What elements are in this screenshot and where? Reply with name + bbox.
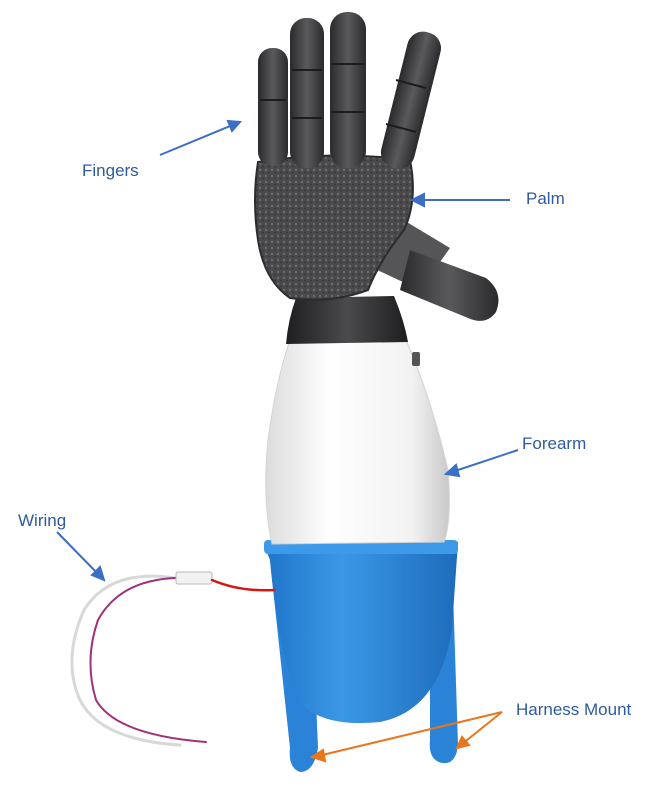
finger-index-shape [378,28,445,172]
wire-purple [90,578,206,742]
palm-shell [255,155,413,299]
arrow-wiring [57,532,100,576]
label-forearm: Forearm [522,434,587,453]
harness-mount [264,540,458,772]
wire-connector [176,572,212,584]
forearm-screw [412,352,420,366]
finger-middle-shape [330,12,366,168]
arrow-palm-head [412,194,424,206]
wire-red [212,580,274,590]
finger-index [378,28,445,172]
wire-white [72,576,180,745]
arrow-fingers-head [228,121,240,131]
finger-little [258,48,288,166]
wrist-cuff [286,296,408,344]
arrow-fingers [160,124,235,155]
label-wiring: Wiring [18,511,67,530]
thumb-segment [400,250,498,321]
finger-middle [330,12,366,168]
label-harness-mount: Harness Mount [516,700,632,719]
label-fingers: Fingers [82,161,139,180]
arrow-forearm [452,450,518,472]
wiring [72,572,274,745]
finger-ring [290,18,324,168]
forearm-shell [266,340,450,544]
finger-little-shape [258,48,288,166]
label-palm: Palm [526,189,565,208]
finger-ring-shape [290,18,324,168]
